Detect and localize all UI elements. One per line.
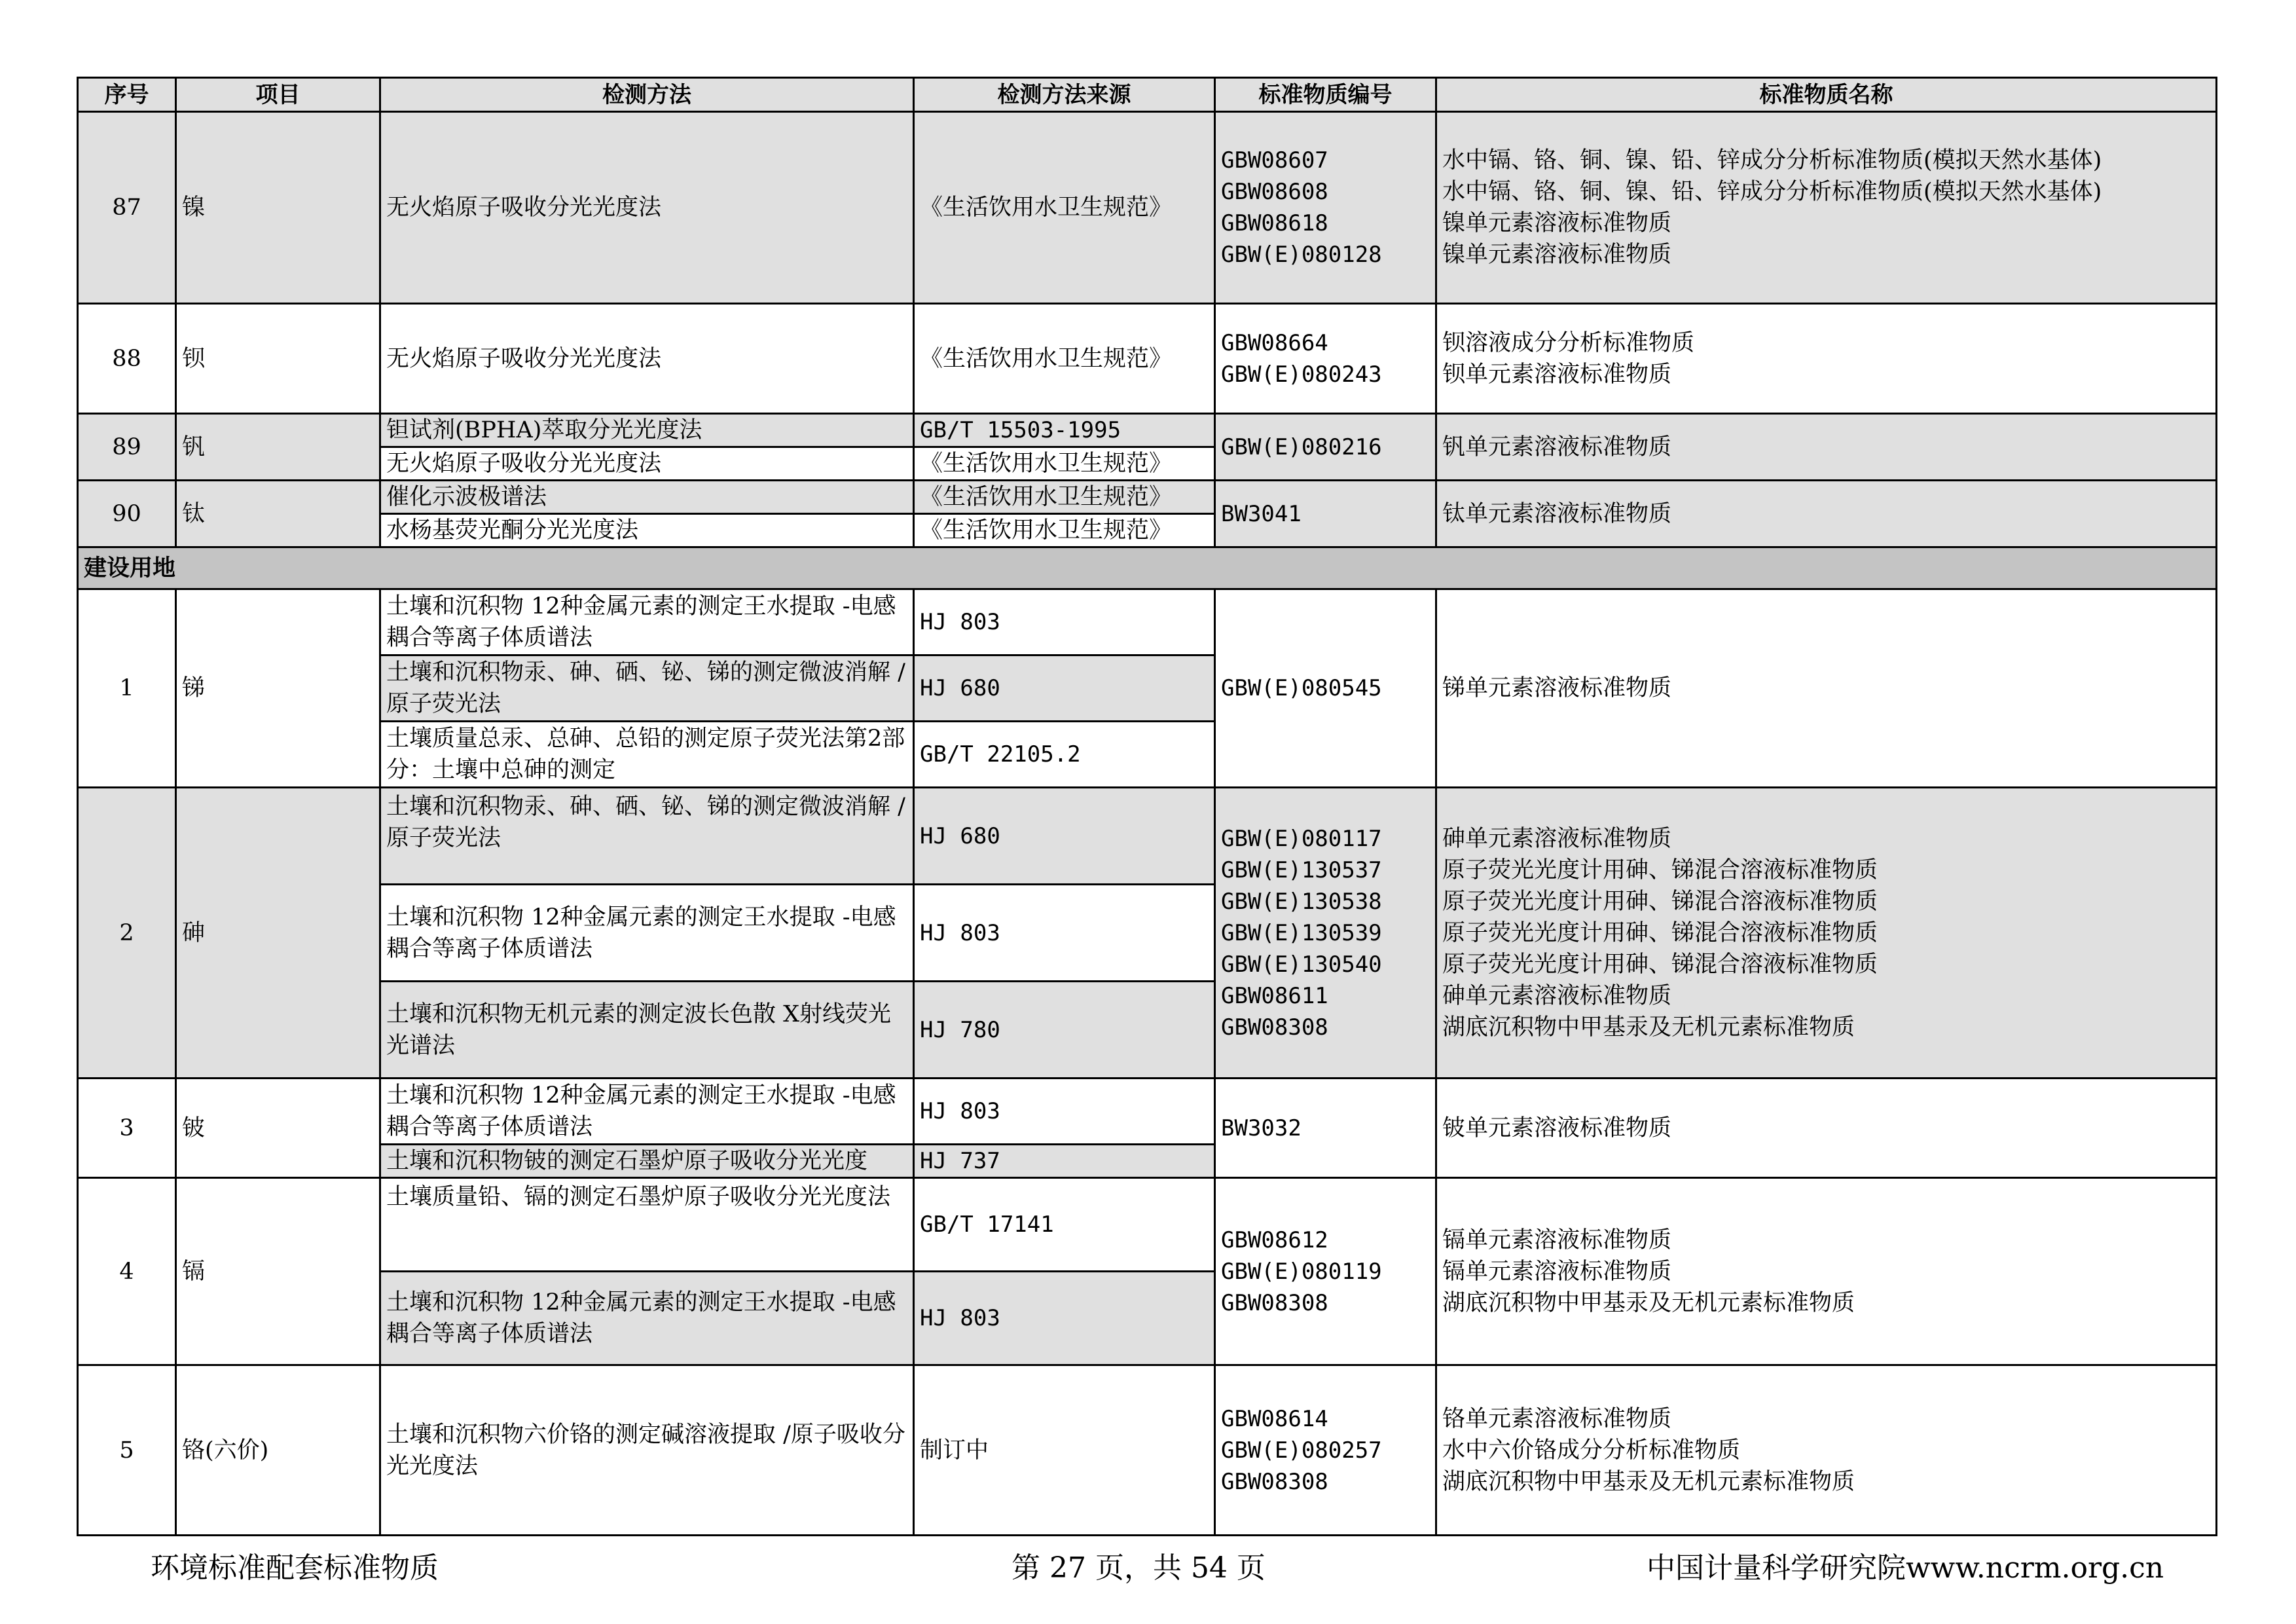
code-line: GBW(E)080257 — [1221, 1437, 1382, 1464]
code-line: GBW08308 — [1221, 1014, 1328, 1041]
table-row — [78, 788, 2217, 885]
name-line: 钡单元素溶液标准物质 — [1442, 361, 1672, 388]
row-source: 《生活饮用水卫生规范》 — [914, 304, 1215, 414]
row-item: 铍 — [176, 1079, 380, 1178]
row-source: 《生活饮用水卫生规范》 — [914, 481, 1215, 514]
table-row — [78, 112, 2217, 304]
standards-table — [77, 77, 2217, 1536]
name-line: 镍单元素溶液标准物质 — [1442, 210, 1672, 236]
code-line: GBW08611 — [1221, 982, 1328, 1009]
row-codes: GBW(E)080216 — [1215, 414, 1436, 481]
code-line: GBW08612 — [1221, 1227, 1328, 1253]
code-line: GBW(E)080119 — [1221, 1258, 1382, 1285]
name-line: 铬单元素溶液标准物质 — [1442, 1405, 1672, 1432]
code-line: GBW08618 — [1221, 210, 1328, 236]
row-item: 铬(六价) — [176, 1365, 380, 1536]
row-names: 钛单元素溶液标准物质 — [1436, 481, 2217, 547]
code-line: GBW(E)080128 — [1221, 242, 1382, 268]
row-method: 土壤和沉积物 12种金属元素的测定王水提取 -电感耦合等离子体质谱法 — [380, 589, 914, 655]
header-source: 检测方法来源 — [914, 78, 1215, 112]
section-title: 建设用地 — [78, 547, 2217, 589]
name-line: 湖底沉积物中甲基汞及无机元素标准物质 — [1442, 1468, 1855, 1495]
row-source: HJ 803 — [914, 1079, 1215, 1145]
row-method: 土壤和沉积物汞、砷、硒、铋、锑的测定微波消解 /原子荧光法 — [380, 788, 914, 885]
row-names: 钒单元素溶液标准物质 — [1436, 414, 2217, 481]
row-codes: GBW(E)080545 — [1215, 589, 1436, 788]
row-method: 无火焰原子吸收分光光度法 — [380, 304, 914, 414]
table-row — [78, 1365, 2217, 1536]
name-line: 镉单元素溶液标准物质 — [1442, 1227, 1672, 1253]
code-line: GBW(E)130537 — [1221, 857, 1382, 883]
row-source: GB/T 22105.2 — [914, 722, 1215, 788]
footer-doc-title: 环境标准配套标准物质 — [151, 1551, 439, 1585]
row-source: HJ 803 — [914, 1272, 1215, 1365]
code-line: GBW(E)130540 — [1221, 951, 1382, 978]
row-source: HJ 803 — [914, 885, 1215, 982]
row-item: 镉 — [176, 1178, 380, 1365]
header-no: 序号 — [78, 78, 176, 112]
row-source: GB/T 17141 — [914, 1178, 1215, 1272]
row-method: 无火焰原子吸收分光光度法 — [380, 112, 914, 304]
header-code: 标准物质编号 — [1215, 78, 1436, 112]
row-number: 87 — [78, 112, 176, 304]
name-line: 水中镉、铬、铜、镍、铅、锌成分分析标准物质(模拟天然水基体) — [1442, 147, 2102, 174]
row-source: HJ 780 — [914, 982, 1215, 1079]
row-names: 铍单元素溶液标准物质 — [1436, 1079, 2217, 1178]
row-names — [1436, 304, 2217, 414]
row-source: GB/T 15503-1995 — [914, 414, 1215, 447]
row-names — [1436, 788, 2217, 1079]
row-item: 砷 — [176, 788, 380, 1079]
code-line: GBW08664 — [1221, 329, 1328, 356]
row-number: 5 — [78, 1365, 176, 1536]
code-line: GBW08308 — [1221, 1289, 1328, 1316]
row-method: 土壤和沉积物铍的测定石墨炉原子吸收分光光度 — [380, 1145, 914, 1178]
code-line: GBW08607 — [1221, 147, 1328, 174]
row-item: 锑 — [176, 589, 380, 788]
row-number: 1 — [78, 589, 176, 788]
row-codes: BW3032 — [1215, 1079, 1436, 1178]
row-names — [1436, 112, 2217, 304]
row-names — [1436, 1365, 2217, 1536]
row-codes — [1215, 112, 1436, 304]
row-item: 钛 — [176, 481, 380, 547]
row-names: 锑单元素溶液标准物质 — [1436, 589, 2217, 788]
code-line: GBW(E)080243 — [1221, 361, 1382, 388]
row-method: 水杨基荧光酮分光光度法 — [380, 514, 914, 547]
table-row — [78, 414, 2217, 447]
name-line: 水中六价铬成分分析标准物质 — [1442, 1437, 1741, 1464]
name-line: 砷单元素溶液标准物质 — [1442, 982, 1672, 1009]
row-method: 土壤和沉积物无机元素的测定波长色散 X射线荧光光谱法 — [380, 982, 914, 1079]
row-codes — [1215, 788, 1436, 1079]
table-row — [78, 1178, 2217, 1272]
name-line: 原子荧光光度计用砷、锑混合溶液标准物质 — [1442, 951, 1878, 978]
row-source: HJ 737 — [914, 1145, 1215, 1178]
footer-publisher: 中国计量科学研究院www.ncrm.org.cn — [1647, 1551, 2164, 1585]
row-method: 土壤和沉积物 12种金属元素的测定王水提取 -电感耦合等离子体质谱法 — [380, 1079, 914, 1145]
code-line: GBW08614 — [1221, 1405, 1328, 1432]
row-method: 土壤质量总汞、总砷、总铅的测定原子荧光法第2部分：土壤中总砷的测定 — [380, 722, 914, 788]
code-line: GBW08608 — [1221, 179, 1328, 205]
table-row — [78, 1079, 2217, 1145]
row-method: 钽试剂(BPHA)萃取分光光度法 — [380, 414, 914, 447]
code-line: GBW08308 — [1221, 1468, 1328, 1495]
row-source: 制订中 — [914, 1365, 1215, 1536]
row-method: 土壤和沉积物 12种金属元素的测定王水提取 -电感耦合等离子体质谱法 — [380, 885, 914, 982]
row-method: 土壤质量铅、镉的测定石墨炉原子吸收分光光度法 — [380, 1178, 914, 1272]
code-line: GBW(E)080117 — [1221, 825, 1382, 852]
row-method: 土壤和沉积物 12种金属元素的测定王水提取 -电感耦合等离子体质谱法 — [380, 1272, 914, 1365]
row-number: 2 — [78, 788, 176, 1079]
header-item: 项目 — [176, 78, 380, 112]
row-source: HJ 803 — [914, 589, 1215, 655]
name-line: 砷单元素溶液标准物质 — [1442, 825, 1672, 852]
row-number: 88 — [78, 304, 176, 414]
row-method: 无火焰原子吸收分光光度法 — [380, 447, 914, 481]
row-item: 钒 — [176, 414, 380, 481]
row-source: HJ 680 — [914, 655, 1215, 722]
row-method: 土壤和沉积物六价铬的测定碱溶液提取 /原子吸收分光光度法 — [380, 1365, 914, 1536]
footer-page-number: 第 27 页，共 54 页 — [1011, 1551, 1266, 1585]
name-line: 原子荧光光度计用砷、锑混合溶液标准物质 — [1442, 888, 1878, 915]
row-method: 土壤和沉积物汞、砷、硒、铋、锑的测定微波消解 /原子荧光法 — [380, 655, 914, 722]
name-line: 钡溶液成分分析标准物质 — [1442, 329, 1695, 356]
row-source: 《生活饮用水卫生规范》 — [914, 112, 1215, 304]
name-line: 镉单元素溶液标准物质 — [1442, 1258, 1672, 1285]
code-line: GBW(E)130538 — [1221, 888, 1382, 915]
name-line: 湖底沉积物中甲基汞及无机元素标准物质 — [1442, 1014, 1855, 1041]
table-header — [78, 78, 2217, 112]
table-row — [78, 589, 2217, 655]
row-codes — [1215, 1178, 1436, 1365]
row-source: 《生活饮用水卫生规范》 — [914, 514, 1215, 547]
table-row — [78, 481, 2217, 514]
section-row — [78, 547, 2217, 589]
row-codes — [1215, 1365, 1436, 1536]
header-method: 检测方法 — [380, 78, 914, 112]
row-source: HJ 680 — [914, 788, 1215, 885]
name-line: 原子荧光光度计用砷、锑混合溶液标准物质 — [1442, 857, 1878, 883]
row-number: 89 — [78, 414, 176, 481]
name-line: 镍单元素溶液标准物质 — [1442, 242, 1672, 268]
name-line: 原子荧光光度计用砷、锑混合溶液标准物质 — [1442, 919, 1878, 946]
header-name: 标准物质名称 — [1436, 78, 2217, 112]
row-method: 催化示波极谱法 — [380, 481, 914, 514]
row-names — [1436, 1178, 2217, 1365]
row-item: 钡 — [176, 304, 380, 414]
row-number: 4 — [78, 1178, 176, 1365]
name-line: 水中镉、铬、铜、镍、铅、锌成分分析标准物质(模拟天然水基体) — [1442, 179, 2102, 205]
row-source: 《生活饮用水卫生规范》 — [914, 447, 1215, 481]
name-line: 湖底沉积物中甲基汞及无机元素标准物质 — [1442, 1289, 1855, 1316]
row-codes: BW3041 — [1215, 481, 1436, 547]
row-number: 3 — [78, 1079, 176, 1178]
row-item: 镍 — [176, 112, 380, 304]
code-line: GBW(E)130539 — [1221, 919, 1382, 946]
row-codes — [1215, 304, 1436, 414]
row-number: 90 — [78, 481, 176, 547]
table-row — [78, 304, 2217, 414]
